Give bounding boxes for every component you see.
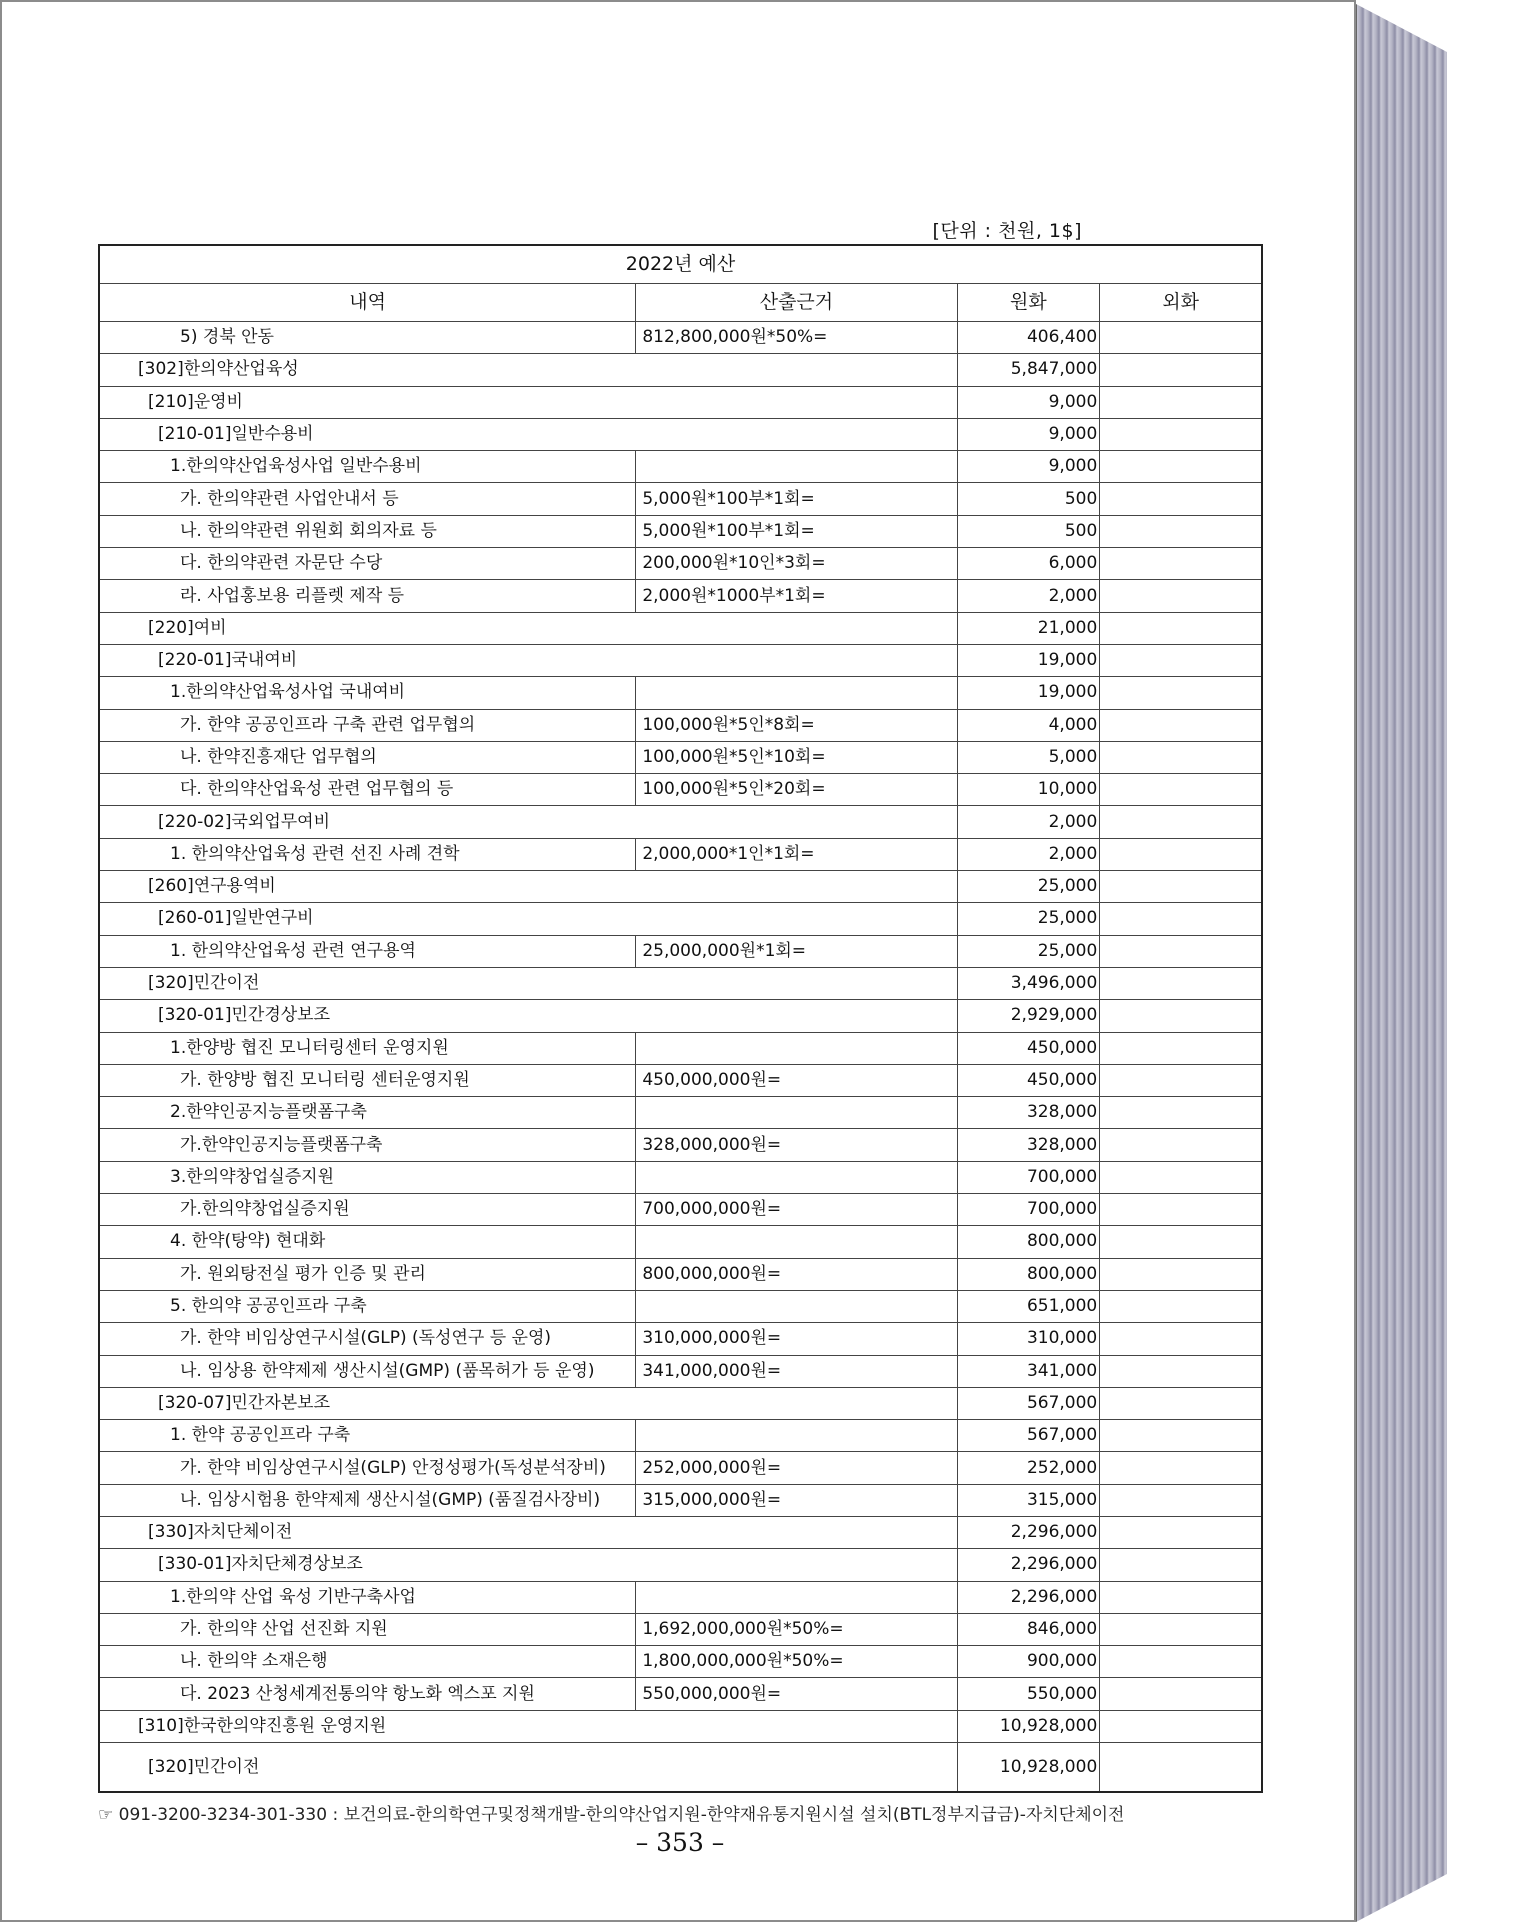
row-basis	[636, 1226, 957, 1258]
row-amount-foreign	[1100, 709, 1262, 741]
header-foreign: 외화	[1100, 284, 1262, 322]
row-basis	[636, 1420, 957, 1452]
row-item: 가. 한양방 협진 모니터링 센터운영지원	[99, 1064, 636, 1096]
row-amount-foreign	[1100, 1194, 1262, 1226]
row-amount-foreign	[1100, 322, 1262, 354]
row-amount-krw: 2,000	[957, 580, 1100, 612]
row-amount-krw: 10,928,000	[957, 1743, 1100, 1793]
budget-table	[98, 244, 1263, 1793]
row-amount-krw: 4,000	[957, 709, 1100, 741]
table-row	[99, 1420, 1262, 1452]
row-amount-foreign	[1100, 354, 1262, 386]
row-basis: 100,000원*5인*20회=	[636, 774, 957, 806]
table-row	[99, 1678, 1262, 1710]
row-basis: 800,000,000원=	[636, 1258, 957, 1290]
row-amount-foreign	[1100, 1097, 1262, 1129]
row-amount-foreign	[1100, 1452, 1262, 1484]
row-item: 5. 한의약 공공인프라 구축	[99, 1290, 636, 1322]
row-amount-foreign	[1100, 935, 1262, 967]
table-row	[99, 871, 1262, 903]
row-amount-foreign	[1100, 1646, 1262, 1678]
row-basis: 1,800,000,000원*50%=	[636, 1646, 957, 1678]
row-amount-foreign	[1100, 515, 1262, 547]
row-basis: 450,000,000원=	[636, 1064, 957, 1096]
row-basis: 812,800,000원*50%=	[636, 322, 957, 354]
row-amount-foreign	[1100, 774, 1262, 806]
row-amount-foreign	[1100, 871, 1262, 903]
table-row	[99, 1549, 1262, 1581]
row-item: 가. 원외탕전실 평가 인증 및 관리	[99, 1258, 636, 1290]
row-item: 1. 한약 공공인프라 구축	[99, 1420, 636, 1452]
row-item: [320-07]민간자본보조	[99, 1387, 957, 1419]
row-item: 가. 한약 비임상연구시설(GLP) (독성연구 등 운영)	[99, 1323, 636, 1355]
row-amount-foreign	[1100, 1613, 1262, 1645]
row-amount-krw: 406,400	[957, 322, 1100, 354]
table-row	[99, 1710, 1262, 1742]
table-row	[99, 1194, 1262, 1226]
table-row	[99, 451, 1262, 483]
table-row	[99, 741, 1262, 773]
row-amount-foreign	[1100, 386, 1262, 418]
row-amount-krw: 19,000	[957, 677, 1100, 709]
row-item: 가. 한의약 산업 선진화 지원	[99, 1613, 636, 1645]
row-item: 가. 한약 비임상연구시설(GLP) 안정성평가(독성분석장비)	[99, 1452, 636, 1484]
header-krw: 원화	[957, 284, 1100, 322]
row-amount-krw: 2,000	[957, 806, 1100, 838]
row-item: [320]민간이전	[99, 967, 957, 999]
row-amount-foreign	[1100, 1064, 1262, 1096]
row-item: [330-01]자치단체경상보조	[99, 1549, 957, 1581]
row-amount-krw: 700,000	[957, 1194, 1100, 1226]
table-title: 2022년 예산	[99, 245, 1262, 284]
row-amount-foreign	[1100, 967, 1262, 999]
row-basis: 200,000원*10인*3회=	[636, 548, 957, 580]
row-basis	[636, 451, 957, 483]
table-row	[99, 1129, 1262, 1161]
row-item: 가.한의약창업실증지원	[99, 1194, 636, 1226]
row-amount-krw: 341,000	[957, 1355, 1100, 1387]
row-item: 나. 임상시험용 한약제제 생산시설(GMP) (품질검사장비)	[99, 1484, 636, 1516]
row-amount-krw: 2,929,000	[957, 1000, 1100, 1032]
table-row	[99, 612, 1262, 644]
row-amount-krw: 25,000	[957, 903, 1100, 935]
row-basis: 310,000,000원=	[636, 1323, 957, 1355]
row-item: 다. 2023 산청세계전통의약 항노화 엑스포 지원	[99, 1678, 636, 1710]
book-page-edges	[1356, 4, 1447, 1922]
row-amount-krw: 21,000	[957, 612, 1100, 644]
row-amount-krw: 6,000	[957, 548, 1100, 580]
row-amount-krw: 900,000	[957, 1646, 1100, 1678]
table-row	[99, 1452, 1262, 1484]
row-amount-foreign	[1100, 1000, 1262, 1032]
table-row	[99, 903, 1262, 935]
row-item: 1. 한의약산업육성 관련 선진 사례 견학	[99, 838, 636, 870]
row-amount-krw: 5,000	[957, 741, 1100, 773]
row-amount-krw: 3,496,000	[957, 967, 1100, 999]
row-amount-krw: 25,000	[957, 871, 1100, 903]
row-amount-foreign	[1100, 451, 1262, 483]
row-amount-foreign	[1100, 1290, 1262, 1322]
row-item: [210]운영비	[99, 386, 957, 418]
table-row	[99, 644, 1262, 676]
footnote: ☞ 091-3200-3234-301-330 : 보건의료-한의학연구및정책개발-한의약산업지원-한약재유통지원시설 설치(BTL정부지급금)-자치단체이전	[98, 1805, 1125, 1825]
row-amount-foreign	[1100, 1710, 1262, 1742]
table-row	[99, 1613, 1262, 1645]
row-item: 1.한의약 산업 육성 기반구축사업	[99, 1581, 636, 1613]
table-row	[99, 1000, 1262, 1032]
row-amount-foreign	[1100, 418, 1262, 450]
row-item: [310]한국한의약진흥원 운영지원	[99, 1710, 957, 1742]
table-row	[99, 1743, 1262, 1793]
row-item: 다. 한의약관련 자문단 수당	[99, 548, 636, 580]
table-row	[99, 1290, 1262, 1322]
row-amount-foreign	[1100, 1581, 1262, 1613]
row-item: [220-02]국외업무여비	[99, 806, 957, 838]
row-amount-krw: 19,000	[957, 644, 1100, 676]
row-basis	[636, 1032, 957, 1064]
row-amount-foreign	[1100, 677, 1262, 709]
row-amount-foreign	[1100, 1355, 1262, 1387]
row-basis: 2,000,000*1인*1회=	[636, 838, 957, 870]
table-row	[99, 935, 1262, 967]
row-item: 가. 한약 공공인프라 구축 관련 업무협의	[99, 709, 636, 741]
row-amount-krw: 2,000	[957, 838, 1100, 870]
row-item: 가. 한의약관련 사업안내서 등	[99, 483, 636, 515]
row-item: 1.한의약산업육성사업 일반수용비	[99, 451, 636, 483]
row-amount-krw: 9,000	[957, 451, 1100, 483]
row-amount-krw: 10,000	[957, 774, 1100, 806]
table-row	[99, 1646, 1262, 1678]
row-item: [220]여비	[99, 612, 957, 644]
table-row	[99, 1484, 1262, 1516]
row-amount-krw: 846,000	[957, 1613, 1100, 1645]
row-basis	[636, 1161, 957, 1193]
row-amount-foreign	[1100, 1387, 1262, 1419]
table-row	[99, 838, 1262, 870]
row-amount-foreign	[1100, 1258, 1262, 1290]
table-row	[99, 548, 1262, 580]
row-amount-foreign	[1100, 806, 1262, 838]
row-basis	[636, 677, 957, 709]
row-item: 나. 한의약 소재은행	[99, 1646, 636, 1678]
row-amount-krw: 500	[957, 515, 1100, 547]
row-amount-krw: 252,000	[957, 1452, 1100, 1484]
row-item: [330]자치단체이전	[99, 1516, 957, 1548]
table-row	[99, 1097, 1262, 1129]
page-number: – 353 –	[635, 1828, 725, 1857]
table-row	[99, 967, 1262, 999]
row-basis: 700,000,000원=	[636, 1194, 957, 1226]
row-amount-foreign	[1100, 1549, 1262, 1581]
table-row	[99, 1323, 1262, 1355]
row-amount-foreign	[1100, 1516, 1262, 1548]
row-amount-foreign	[1100, 1743, 1262, 1793]
row-item: [220-01]국내여비	[99, 644, 957, 676]
row-item: 4. 한약(탕약) 현대화	[99, 1226, 636, 1258]
row-item: 1.한양방 협진 모니터링센터 운영지원	[99, 1032, 636, 1064]
row-amount-krw: 315,000	[957, 1484, 1100, 1516]
row-amount-foreign	[1100, 483, 1262, 515]
row-amount-foreign	[1100, 1161, 1262, 1193]
row-item: 가.한약인공지능플랫폼구축	[99, 1129, 636, 1161]
row-item: 다. 한의약산업육성 관련 업무협의 등	[99, 774, 636, 806]
row-amount-krw: 567,000	[957, 1420, 1100, 1452]
row-amount-foreign	[1100, 1420, 1262, 1452]
row-amount-krw: 2,296,000	[957, 1581, 1100, 1613]
row-amount-krw: 2,296,000	[957, 1516, 1100, 1548]
budget-table-body	[99, 322, 1262, 1793]
row-amount-krw: 25,000	[957, 935, 1100, 967]
row-item: [320]민간이전	[99, 1743, 957, 1793]
row-amount-krw: 310,000	[957, 1323, 1100, 1355]
row-item: [260]연구용역비	[99, 871, 957, 903]
row-amount-foreign	[1100, 1226, 1262, 1258]
header-basis: 산출근거	[636, 284, 957, 322]
row-item: 1. 한의약산업육성 관련 연구용역	[99, 935, 636, 967]
row-basis: 100,000원*5인*8회=	[636, 709, 957, 741]
table-row	[99, 354, 1262, 386]
row-amount-krw: 9,000	[957, 418, 1100, 450]
row-basis: 2,000원*1000부*1회=	[636, 580, 957, 612]
row-amount-foreign	[1100, 1323, 1262, 1355]
table-row	[99, 1355, 1262, 1387]
row-amount-foreign	[1100, 741, 1262, 773]
row-basis: 341,000,000원=	[636, 1355, 957, 1387]
row-amount-foreign	[1100, 1678, 1262, 1710]
row-amount-krw: 500	[957, 483, 1100, 515]
row-amount-krw: 800,000	[957, 1258, 1100, 1290]
row-amount-krw: 700,000	[957, 1161, 1100, 1193]
row-amount-foreign	[1100, 1032, 1262, 1064]
row-basis	[636, 1581, 957, 1613]
table-row	[99, 1226, 1262, 1258]
row-basis	[636, 1097, 957, 1129]
row-item: 나. 한약진흥재단 업무협의	[99, 741, 636, 773]
table-row	[99, 774, 1262, 806]
table-row	[99, 515, 1262, 547]
row-amount-krw: 5,847,000	[957, 354, 1100, 386]
table-row	[99, 322, 1262, 354]
row-amount-foreign	[1100, 1484, 1262, 1516]
row-item: 5) 경북 안동	[99, 322, 636, 354]
row-item: 나. 임상용 한약제제 생산시설(GMP) (품목허가 등 운영)	[99, 1355, 636, 1387]
row-amount-krw: 10,928,000	[957, 1710, 1100, 1742]
row-item: 나. 한의약관련 위원회 회의자료 등	[99, 515, 636, 547]
row-basis: 315,000,000원=	[636, 1484, 957, 1516]
row-basis: 1,692,000,000원*50%=	[636, 1613, 957, 1645]
row-item: [210-01]일반수용비	[99, 418, 957, 450]
row-item: 3.한의약창업실증지원	[99, 1161, 636, 1193]
row-amount-krw: 450,000	[957, 1032, 1100, 1064]
table-row	[99, 1161, 1262, 1193]
row-amount-foreign	[1100, 1129, 1262, 1161]
row-amount-krw: 328,000	[957, 1129, 1100, 1161]
table-row	[99, 483, 1262, 515]
table-row	[99, 580, 1262, 612]
table-row	[99, 1064, 1262, 1096]
row-amount-krw: 328,000	[957, 1097, 1100, 1129]
unit-label: [단위 : 천원, 1$]	[932, 220, 1082, 242]
row-basis: 252,000,000원=	[636, 1452, 957, 1484]
row-amount-foreign	[1100, 644, 1262, 676]
row-basis: 100,000원*5인*10회=	[636, 741, 957, 773]
table-row	[99, 418, 1262, 450]
row-amount-foreign	[1100, 548, 1262, 580]
table-row	[99, 1032, 1262, 1064]
table-row	[99, 1581, 1262, 1613]
row-amount-krw: 2,296,000	[957, 1549, 1100, 1581]
row-basis: 5,000원*100부*1회=	[636, 483, 957, 515]
row-amount-krw: 450,000	[957, 1064, 1100, 1096]
row-basis	[636, 1290, 957, 1322]
row-amount-krw: 567,000	[957, 1387, 1100, 1419]
row-basis: 25,000,000원*1회=	[636, 935, 957, 967]
row-amount-krw: 800,000	[957, 1226, 1100, 1258]
table-row	[99, 709, 1262, 741]
table-row	[99, 806, 1262, 838]
table-row	[99, 1516, 1262, 1548]
row-amount-foreign	[1100, 612, 1262, 644]
row-item: [260-01]일반연구비	[99, 903, 957, 935]
row-amount-krw: 651,000	[957, 1290, 1100, 1322]
row-amount-foreign	[1100, 903, 1262, 935]
row-amount-krw: 9,000	[957, 386, 1100, 418]
row-basis: 550,000,000원=	[636, 1678, 957, 1710]
row-amount-krw: 550,000	[957, 1678, 1100, 1710]
row-item: [320-01]민간경상보조	[99, 1000, 957, 1032]
header-item: 내역	[99, 284, 636, 322]
row-basis: 328,000,000원=	[636, 1129, 957, 1161]
row-item: 라. 사업홍보용 리플렛 제작 등	[99, 580, 636, 612]
row-item: [302]한의약산업육성	[99, 354, 957, 386]
table-row	[99, 1387, 1262, 1419]
row-item: 1.한의약산업육성사업 국내여비	[99, 677, 636, 709]
row-item: 2.한약인공지능플랫폼구축	[99, 1097, 636, 1129]
row-basis: 5,000원*100부*1회=	[636, 515, 957, 547]
table-row	[99, 386, 1262, 418]
table-row	[99, 1258, 1262, 1290]
table-row	[99, 677, 1262, 709]
row-amount-foreign	[1100, 580, 1262, 612]
row-amount-foreign	[1100, 838, 1262, 870]
